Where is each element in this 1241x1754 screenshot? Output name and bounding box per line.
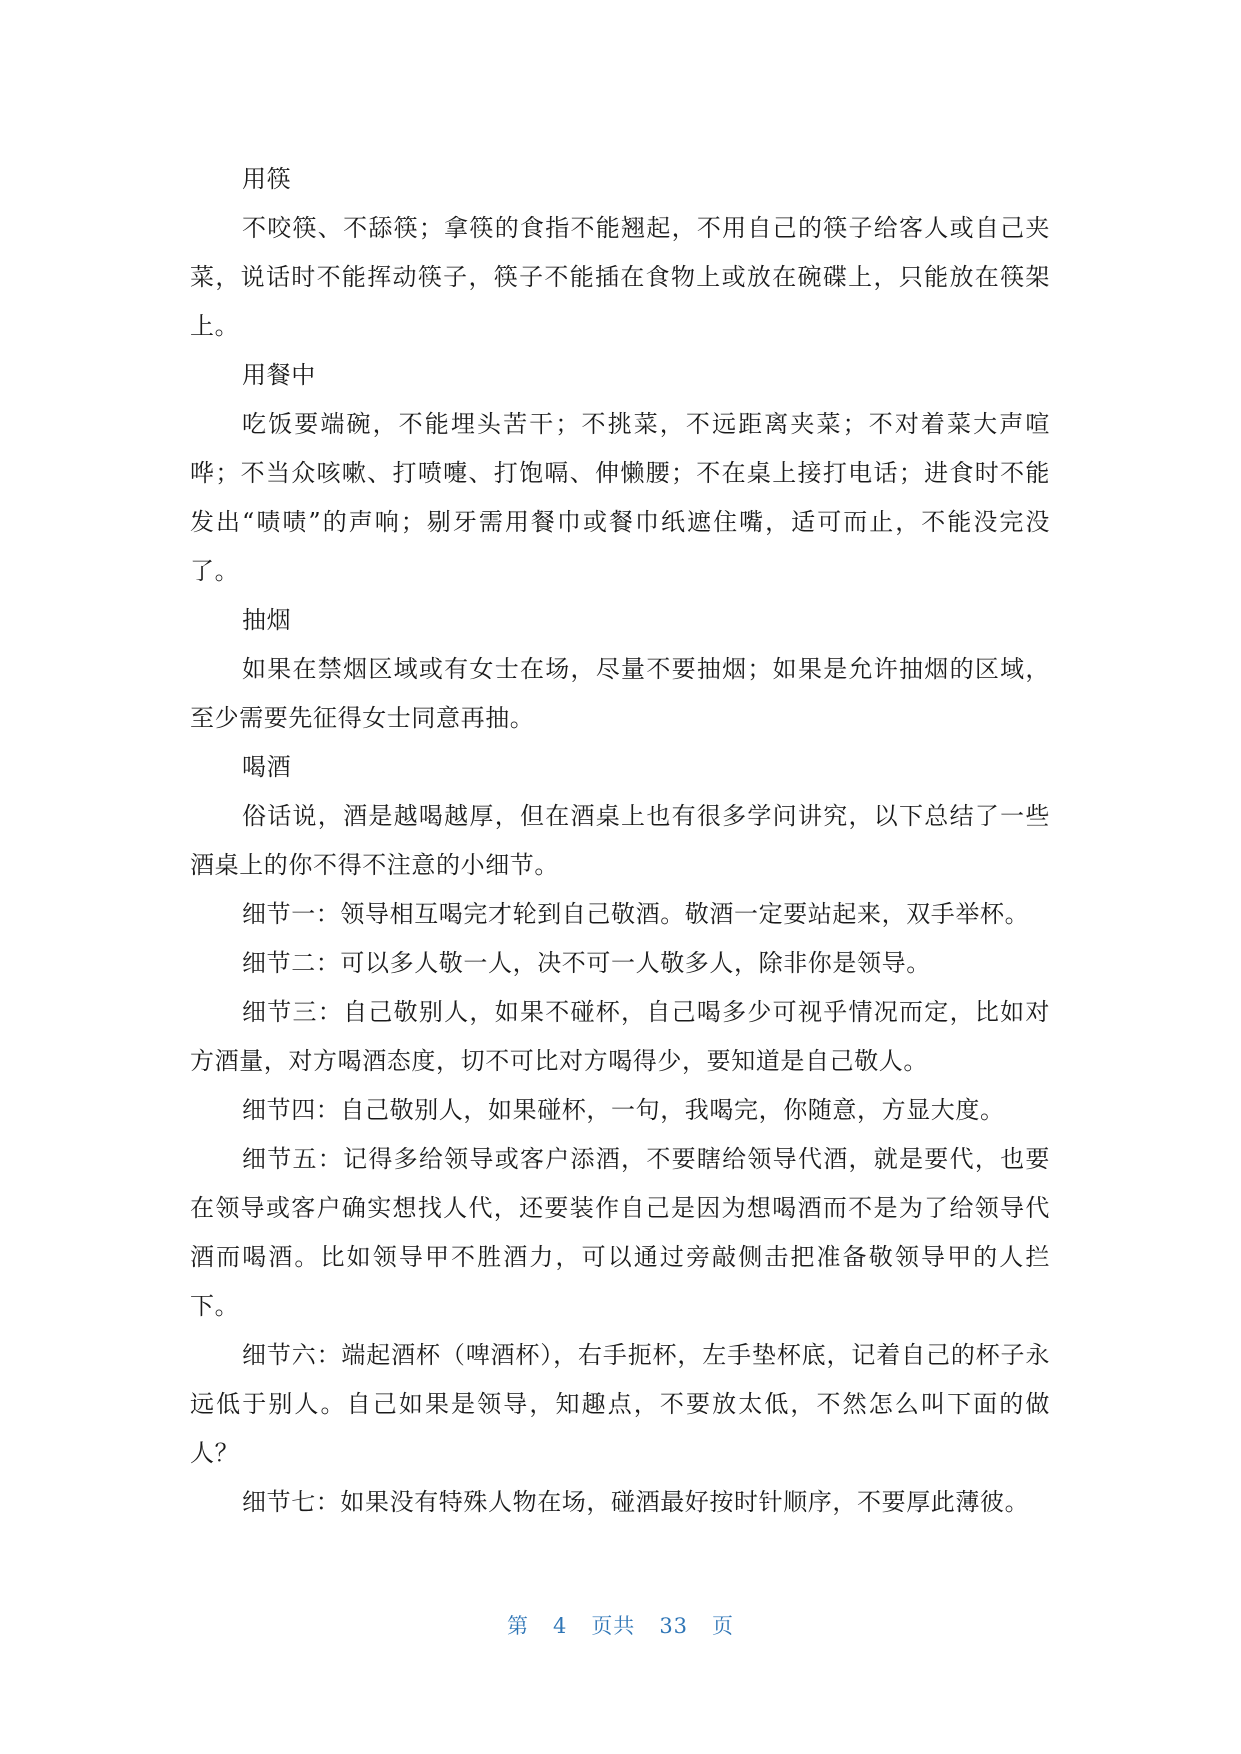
footer-suffix: 页: [712, 1614, 735, 1638]
paragraph-detail-4: 细节四：自己敬别人，如果碰杯，一句，我喝完，你随意，方显大度。: [242, 1096, 1005, 1124]
paragraph-smoking: 如果在禁烟区域或有女士在场，尽量不要抽烟；如果是允许抽烟的区域，至少需要先征得女士同意再抽。: [190, 655, 1050, 732]
footer-total-pages: 33: [659, 1614, 689, 1638]
paragraph-dining: 吃饭要端碗，不能埋头苦干；不挑菜，不远距离夹菜；不对着菜大声喧哗；不当众咳嗽、打喷嚏、打饱嗝、伸懒腰；不在桌上接打电话；进食时不能发出“啧啧”的声响；剔牙需用餐巾或餐巾纸遮住嘴，适可而止，不能没完没了。: [190, 410, 1050, 585]
heading-drinking: 喝酒: [242, 753, 292, 781]
heading-smoking: 抽烟: [242, 606, 292, 634]
page-footer: [0, 1610, 1241, 1640]
paragraph-drinking-intro: 俗话说，酒是越喝越厚，但在酒桌上也有很多学问讲究，以下总结了一些酒桌上的你不得不注意的小细节。: [190, 802, 1050, 879]
paragraph-detail-7: 细节七：如果没有特殊人物在场，碰酒最好按时针顺序，不要厚此薄彼。: [242, 1488, 1030, 1516]
paragraph-detail-6: 细节六：端起酒杯（啤酒杯），右手扼杯，左手垫杯底，记着自己的杯子永远低于别人。自己如果是领导，知趣点，不要放太低，不然怎么叫下面的做人？: [190, 1341, 1050, 1467]
paragraph-detail-3: 细节三：自己敬别人，如果不碰杯，自己喝多少可视乎情况而定，比如对方酒量，对方喝酒态度，切不可比对方喝得少，要知道是自己敬人。: [190, 998, 1050, 1075]
heading-chopsticks: 用筷: [242, 165, 292, 193]
paragraph-detail-5: 细节五：记得多给领导或客户添酒，不要瞎给领导代酒，就是要代，也要在领导或客户确实想找人代，还要装作自己是因为想喝酒而不是为了给领导代酒而喝酒。比如领导甲不胜酒力，可以通过旁敲侧击把准备敬领导甲的人拦下。: [190, 1145, 1050, 1320]
paragraph-detail-1: 细节一：领导相互喝完才轮到自己敬酒。敬酒一定要站起来，双手举杯。: [242, 900, 1030, 928]
footer-middle: 页共: [591, 1614, 636, 1638]
paragraph-detail-2: 细节二：可以多人敬一人，决不可一人敬多人，除非你是领导。: [242, 949, 931, 977]
heading-dining: 用餐中: [242, 361, 316, 389]
footer-page-number: 4: [552, 1614, 568, 1638]
document-body: [190, 155, 1050, 1527]
footer-prefix: 第: [506, 1614, 529, 1638]
paragraph-chopsticks: 不咬筷、不舔筷；拿筷的食指不能翘起，不用自己的筷子给客人或自己夹菜，说话时不能挥动筷子，筷子不能插在食物上或放在碗碟上，只能放在筷架上。: [190, 214, 1050, 340]
